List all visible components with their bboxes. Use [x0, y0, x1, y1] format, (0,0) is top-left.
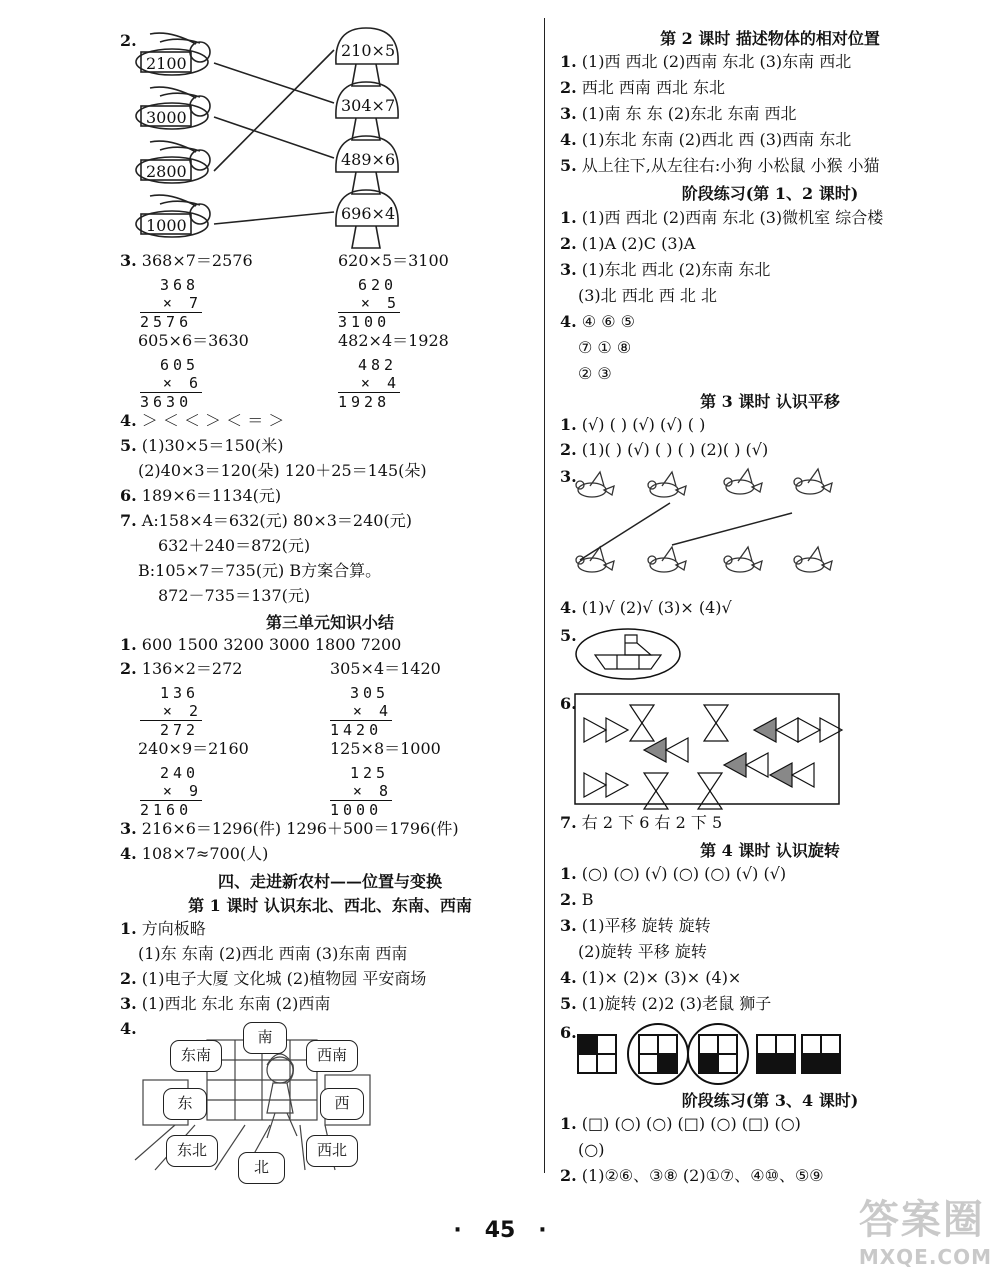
- rabbit-label: 3000: [146, 108, 187, 127]
- v2-answer: 2. (1)②⑥、③⑧ (2)①⑦、④⑩、⑤⑨: [560, 1166, 824, 1185]
- fish-shape-icon: [798, 718, 842, 742]
- q3-eq2: 620×5＝3100: [338, 251, 449, 270]
- u5-answer: 5. (1)旋转 (2)2 (3)老鼠 狮子: [560, 994, 772, 1013]
- r2-answer: 2. 西北 西南 西北 东北: [560, 78, 726, 97]
- q3-eq3: 605×6＝3630: [138, 331, 249, 350]
- p4-row3: ② ③: [578, 364, 612, 383]
- q3-eq4: 482×4＝1928: [338, 331, 449, 350]
- fish-shape-icon: [754, 718, 798, 742]
- boat-shape-figure: [575, 627, 705, 687]
- q3-eq1: 3. 368×7＝2576: [120, 251, 253, 270]
- bird-icon: [794, 547, 832, 572]
- u3-line2: (2)旋转 平移 旋转: [578, 942, 707, 961]
- s2-eq1: 2. 136×2＝272: [120, 659, 243, 678]
- v1-line1: 1. (□) (○) (○) (□) (○) (□) (○): [560, 1114, 801, 1133]
- s1-answer: 1. 600 1500 3200 3000 1800 7200: [120, 635, 402, 654]
- match-line: [580, 503, 670, 560]
- u1-answer: 1. (○) (○) (√) (○) (○) (√) (√): [560, 864, 787, 883]
- bird-icon: [724, 469, 762, 494]
- fish-shape-icon: [770, 763, 814, 787]
- t6-number: 6.: [560, 694, 577, 713]
- bird-icon: [648, 472, 686, 497]
- s3-answer: 3. 216×6＝1296(件) 1296＋500＝1796(件): [120, 819, 459, 838]
- q7-line1: 7. A:158×4＝632(元) 80×3＝240(元): [120, 511, 412, 530]
- watermark-url: MXQE.COM: [858, 1245, 992, 1269]
- match-line: [672, 513, 792, 545]
- s2-eq3: 240×9＝2160: [138, 739, 249, 758]
- p4-row2: ⑦ ① ⑧: [578, 338, 632, 357]
- direction-tag: 西: [320, 1088, 364, 1120]
- direction-tag: 东南: [170, 1040, 222, 1072]
- p3-line2: (3)北 西北 西 北 北: [578, 286, 718, 305]
- watermark: [859, 1188, 992, 1269]
- q5-line2: (2)40×3＝120(朵) 120＋25＝145(朵): [138, 461, 427, 480]
- q5-line1: 5. (1)30×5＝150(米): [120, 436, 284, 455]
- vertical-calc: 125 × 8 1000: [330, 764, 392, 819]
- direction-tag: 南: [243, 1022, 287, 1054]
- rotation-squares-figure: [574, 1022, 844, 1092]
- rabbit-label: 2800: [146, 162, 187, 181]
- q7-line4: 872－735＝137(元): [158, 586, 311, 605]
- p3-line1: 3. (1)东北 西北 (2)东南 东北: [560, 260, 771, 279]
- p2-answer: 2. (1)A (2)C (3)A: [560, 234, 696, 253]
- t7-answer: 7. 右 2 下 6 右 2 下 5: [560, 813, 723, 832]
- fish-shape-icon: [584, 773, 628, 797]
- lesson-title: 第 3 课时 认识平移: [700, 392, 840, 411]
- fish-shapes-figure: [574, 693, 840, 805]
- l1q4-number: 4.: [120, 1019, 137, 1038]
- fish-shape-icon: [584, 718, 628, 742]
- fish-shape-icon: [630, 705, 654, 741]
- mushroom-label: 489×6: [341, 150, 396, 169]
- match-line: [214, 212, 334, 224]
- rabbit-label: 1000: [146, 216, 187, 235]
- t2-answer: 2. (1)( ) (√) ( ) ( ) (2)( ) (√): [560, 440, 769, 459]
- p4-row1: 4. ④ ⑥ ⑤: [560, 312, 635, 331]
- bird-icon: [724, 547, 762, 572]
- mushroom-label: 210×5: [341, 41, 396, 60]
- u2-answer: 2. B: [560, 890, 594, 909]
- l1q1-line1: 1. 方向板略: [120, 919, 206, 938]
- l1q1-line2: (1)东 东南 (2)西北 西南 (3)东南 西南: [138, 944, 408, 963]
- lesson-title: 第 4 课时 认识旋转: [700, 841, 840, 860]
- lesson-title: 第 1 课时 认识东北、西北、东南、西南: [188, 896, 472, 915]
- direction-tag: 东北: [166, 1135, 218, 1167]
- q6-answer: 6. 189×6＝1134(元): [120, 486, 282, 505]
- bird-icon: [794, 469, 832, 494]
- fish-shape-icon: [724, 753, 768, 777]
- v1-line2: (○): [578, 1140, 605, 1159]
- direction-tag: 西南: [306, 1040, 358, 1072]
- u6-number: 6.: [560, 1023, 577, 1042]
- s4-answer: 4. 108×7≈700(人): [120, 844, 269, 863]
- direction-tag: 西北: [306, 1135, 358, 1167]
- l1q2-answer: 2. (1)电子大厦 文化城 (2)植物园 平安商场: [120, 969, 427, 988]
- p1-answer: 1. (1)西 西北 (2)西南 东北 (3)微机室 综合楼: [560, 208, 884, 227]
- bird-matching-drawing: [570, 465, 870, 595]
- fish-shape-icon: [704, 705, 728, 741]
- rabbit-label: 2100: [146, 54, 187, 73]
- q2-number: 2.: [120, 31, 137, 50]
- mushroom-label: 304×7: [341, 96, 396, 115]
- u4-answer: 4. (1)× (2)× (3)× (4)×: [560, 968, 742, 987]
- vertical-calc: 240 × 9 2160: [140, 764, 202, 819]
- stage-title: 阶段练习(第 1、2 课时): [681, 184, 859, 203]
- r3-answer: 3. (1)南 东 东 (2)东北 东南 西北: [560, 104, 797, 123]
- vertical-calc: 136 × 2 272: [140, 684, 202, 739]
- t3-number: 3.: [560, 467, 577, 486]
- s2-eq4: 125×8＝1000: [330, 739, 441, 758]
- mushroom-label: 696×4: [341, 204, 396, 223]
- q7-line2: 632＋240＝872(元): [158, 536, 311, 555]
- r5-answer: 5. 从上往下,从左往右:小狗 小松鼠 小猴 小猫: [560, 156, 880, 175]
- vertical-calc: 482 × 4 1928: [338, 356, 400, 411]
- section-title: 第三单元知识小结: [265, 613, 394, 632]
- t5-number: 5.: [560, 626, 577, 645]
- unit-title: 四、走进新农村——位置与变换: [217, 872, 442, 891]
- t4-answer: 4. (1)√ (2)√ (3)× (4)√: [560, 598, 732, 617]
- s2-eq2: 305×4＝1420: [330, 659, 441, 678]
- vertical-calc: 368 × 7 2576: [140, 276, 202, 331]
- r1-answer: 1. (1)西 西北 (2)西南 东北 (3)东南 西北: [560, 52, 852, 71]
- vertical-calc: 620 × 5 3100: [338, 276, 400, 331]
- l1q3-answer: 3. (1)西北 东北 东南 (2)西南: [120, 994, 331, 1013]
- direction-tag: 北: [238, 1152, 285, 1184]
- page-number: · 45 ·: [453, 1218, 547, 1243]
- lesson-title: 第 2 课时 描述物体的相对位置: [660, 29, 880, 48]
- vertical-calc: 305 × 4 1420: [330, 684, 392, 739]
- r4-answer: 4. (1)东北 东南 (2)西北 西 (3)西南 东北: [560, 130, 852, 149]
- t1-answer: 1. (√) ( ) (√) (√) ( ): [560, 415, 706, 434]
- bird-icon: [576, 472, 614, 497]
- stage-title: 阶段练习(第 3、4 课时): [681, 1091, 859, 1110]
- watermark-logo-text: 答案圈: [858, 1197, 985, 1243]
- vertical-calc: 605 × 6 3630: [140, 356, 202, 411]
- bird-icon: [648, 547, 686, 572]
- q7-line3: B:105×7＝735(元) B方案合算。: [138, 561, 382, 580]
- u3-line1: 3. (1)平移 旋转 旋转: [560, 916, 711, 935]
- direction-tag: 东: [163, 1088, 207, 1120]
- match-line: [214, 50, 334, 171]
- q4-answer: 4. ＞ ＜ ＜ ＞ ＜ ＝ ＞: [120, 411, 285, 430]
